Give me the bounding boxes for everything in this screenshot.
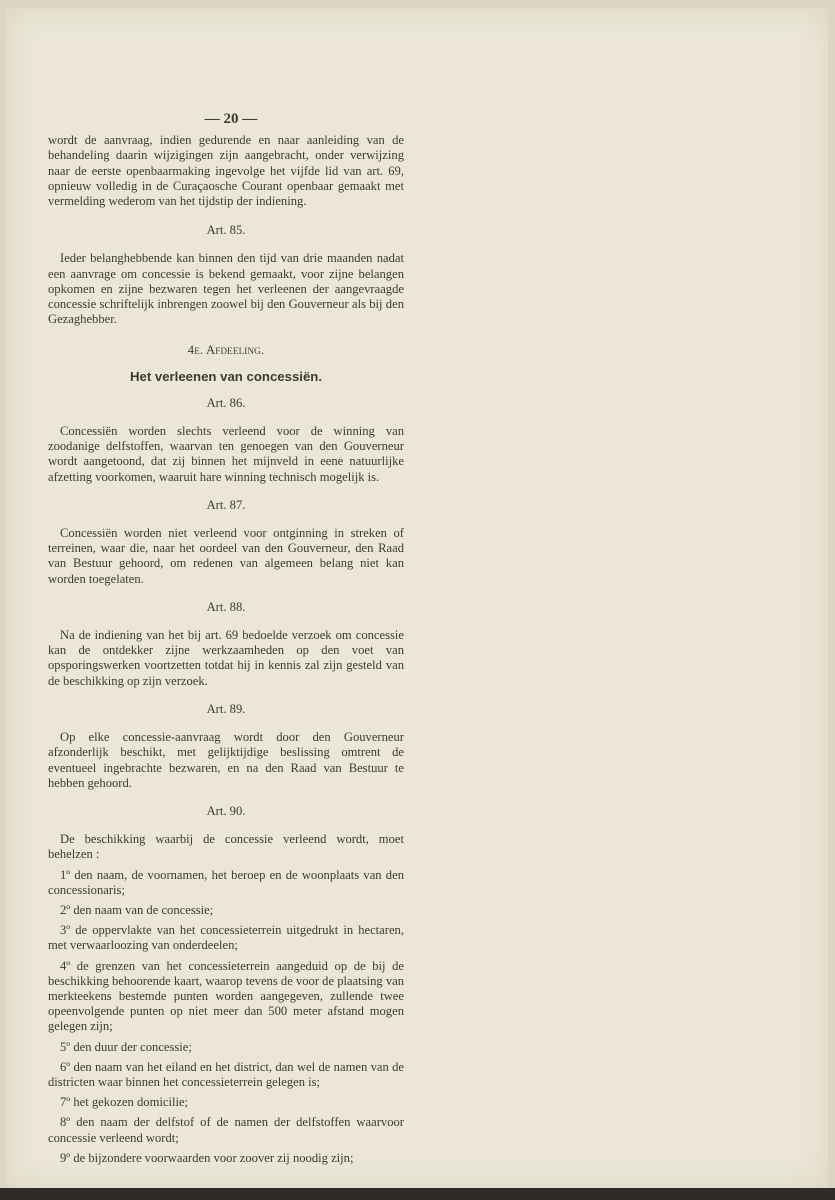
- page-number: — 20 —: [204, 111, 258, 127]
- article-86-label: Art. 86.: [206, 395, 246, 410]
- article-85-text: Ieder belanghebbende kan binnen den tijd van drie maanden nadat een aanvrage om concessie is bekend gemaakt, voor zijne belangen opkomen en zijne bezwaren tegen het verleenen der aangevraagde concessie schriftelijk inbrengen zoowel bij den Gouverneur als bij den Gezaghebber.: [48, 251, 404, 327]
- article-85-label: Art. 85.: [206, 223, 246, 238]
- article-90-item: 2º den naam van de concessie;: [60, 902, 214, 917]
- article-87-label: Art. 87.: [206, 497, 246, 512]
- section-label: 4e. Afdeeling.: [187, 343, 265, 358]
- article-86-text: Concessiën worden slechts verleend voor de winning van zoodanige delfstoffen, waarvan ten genoegen van den Gouverneur wordt aangetoond, dat zij binnen het mijnveld in eene natuurlijke afzetting voorkomen, waaruit hare winning technisch mogelijk is.: [48, 424, 404, 484]
- scan-edge: [0, 1188, 835, 1200]
- article-90-label: Art. 90.: [206, 803, 246, 818]
- article-88-text: Na de indiening van het bij art. 69 bedoelde verzoek om concessie kan de ontdekker zijne werkzaamheden op den voet van opsporingswerken voortzetten totdat hij in kennis zal zijn gesteld van de beschikking op zijn verzoek.: [48, 628, 404, 688]
- article-90-item: 9º de bijzondere voorwaarden voor zoover zij noodig zijn;: [60, 1150, 354, 1165]
- article-89-label: Art. 89.: [206, 701, 246, 716]
- article-90-item: 5º den duur der concessie;: [60, 1039, 192, 1054]
- article-90-item: 8º den naam der delfstof of de namen der delfstoffen waarvoor concessie verleend wordt;: [48, 1115, 404, 1145]
- article-90-intro: De beschikking waarbij de concessie verleend wordt, moet behelzen :: [48, 832, 404, 862]
- article-90-item: 7º het gekozen domicilie;: [60, 1095, 189, 1110]
- article-90-item: 3º de oppervlakte van het concessieterrein uitgedrukt in hectaren, met verwaarloozing van onderdeelen;: [48, 923, 404, 953]
- section-title: Het verleenen van concessiën.: [129, 368, 323, 384]
- article-88-label: Art. 88.: [206, 599, 246, 614]
- text-column: [48, 112, 404, 1166]
- article-87-text: Concessiën worden niet verleend voor ontginning in streken of terreinen, waar die, naar het oordeel van den Gouverneur, den Raad van Bestuur gehoord, om redenen van algemeen belang niet kan worden toegelaten.: [48, 526, 404, 586]
- article-90-item: 6º den naam van het eiland en het district, dan wel de namen van de districten waar binnen het concessieterrein gelegen is;: [48, 1059, 404, 1089]
- article-89-text: Op elke concessie-aanvraag wordt door den Gouverneur afzonderlijk beschikt, met gelijktijdige beslissing omtrent de eventueel ingebrachte bezwaren, en na den Raad van Bestuur te hebben gehoord.: [48, 730, 404, 790]
- article-90-item: 1º den naam, de voornamen, het beroep en de woonplaats van den concessionaris;: [48, 867, 404, 897]
- article-90-item: 4º de grenzen van het concessieterrein aangeduid op de bij de beschikking behoorende kaart, waarop tevens de voor de plaatsing van merkteekens bestemde punten worden aangegeven, zullende twee opeenvolgende punten op niet meer dan 500 meter afstand mogen gelegen zijn;: [48, 958, 405, 1034]
- intro-paragraph: wordt de aanvraag, indien gedurende en naar aanleiding van de behandeling daarin wijzigingen zijn aangebracht, onder verwijzing naar de eerste openbaarmaking ingevolge het vijfde lid van art. 69, opnieuw volledig in de Curaçaosche Courant openbaar gemaakt met vermelding wederom van het tijdstip der indiening.: [48, 133, 404, 209]
